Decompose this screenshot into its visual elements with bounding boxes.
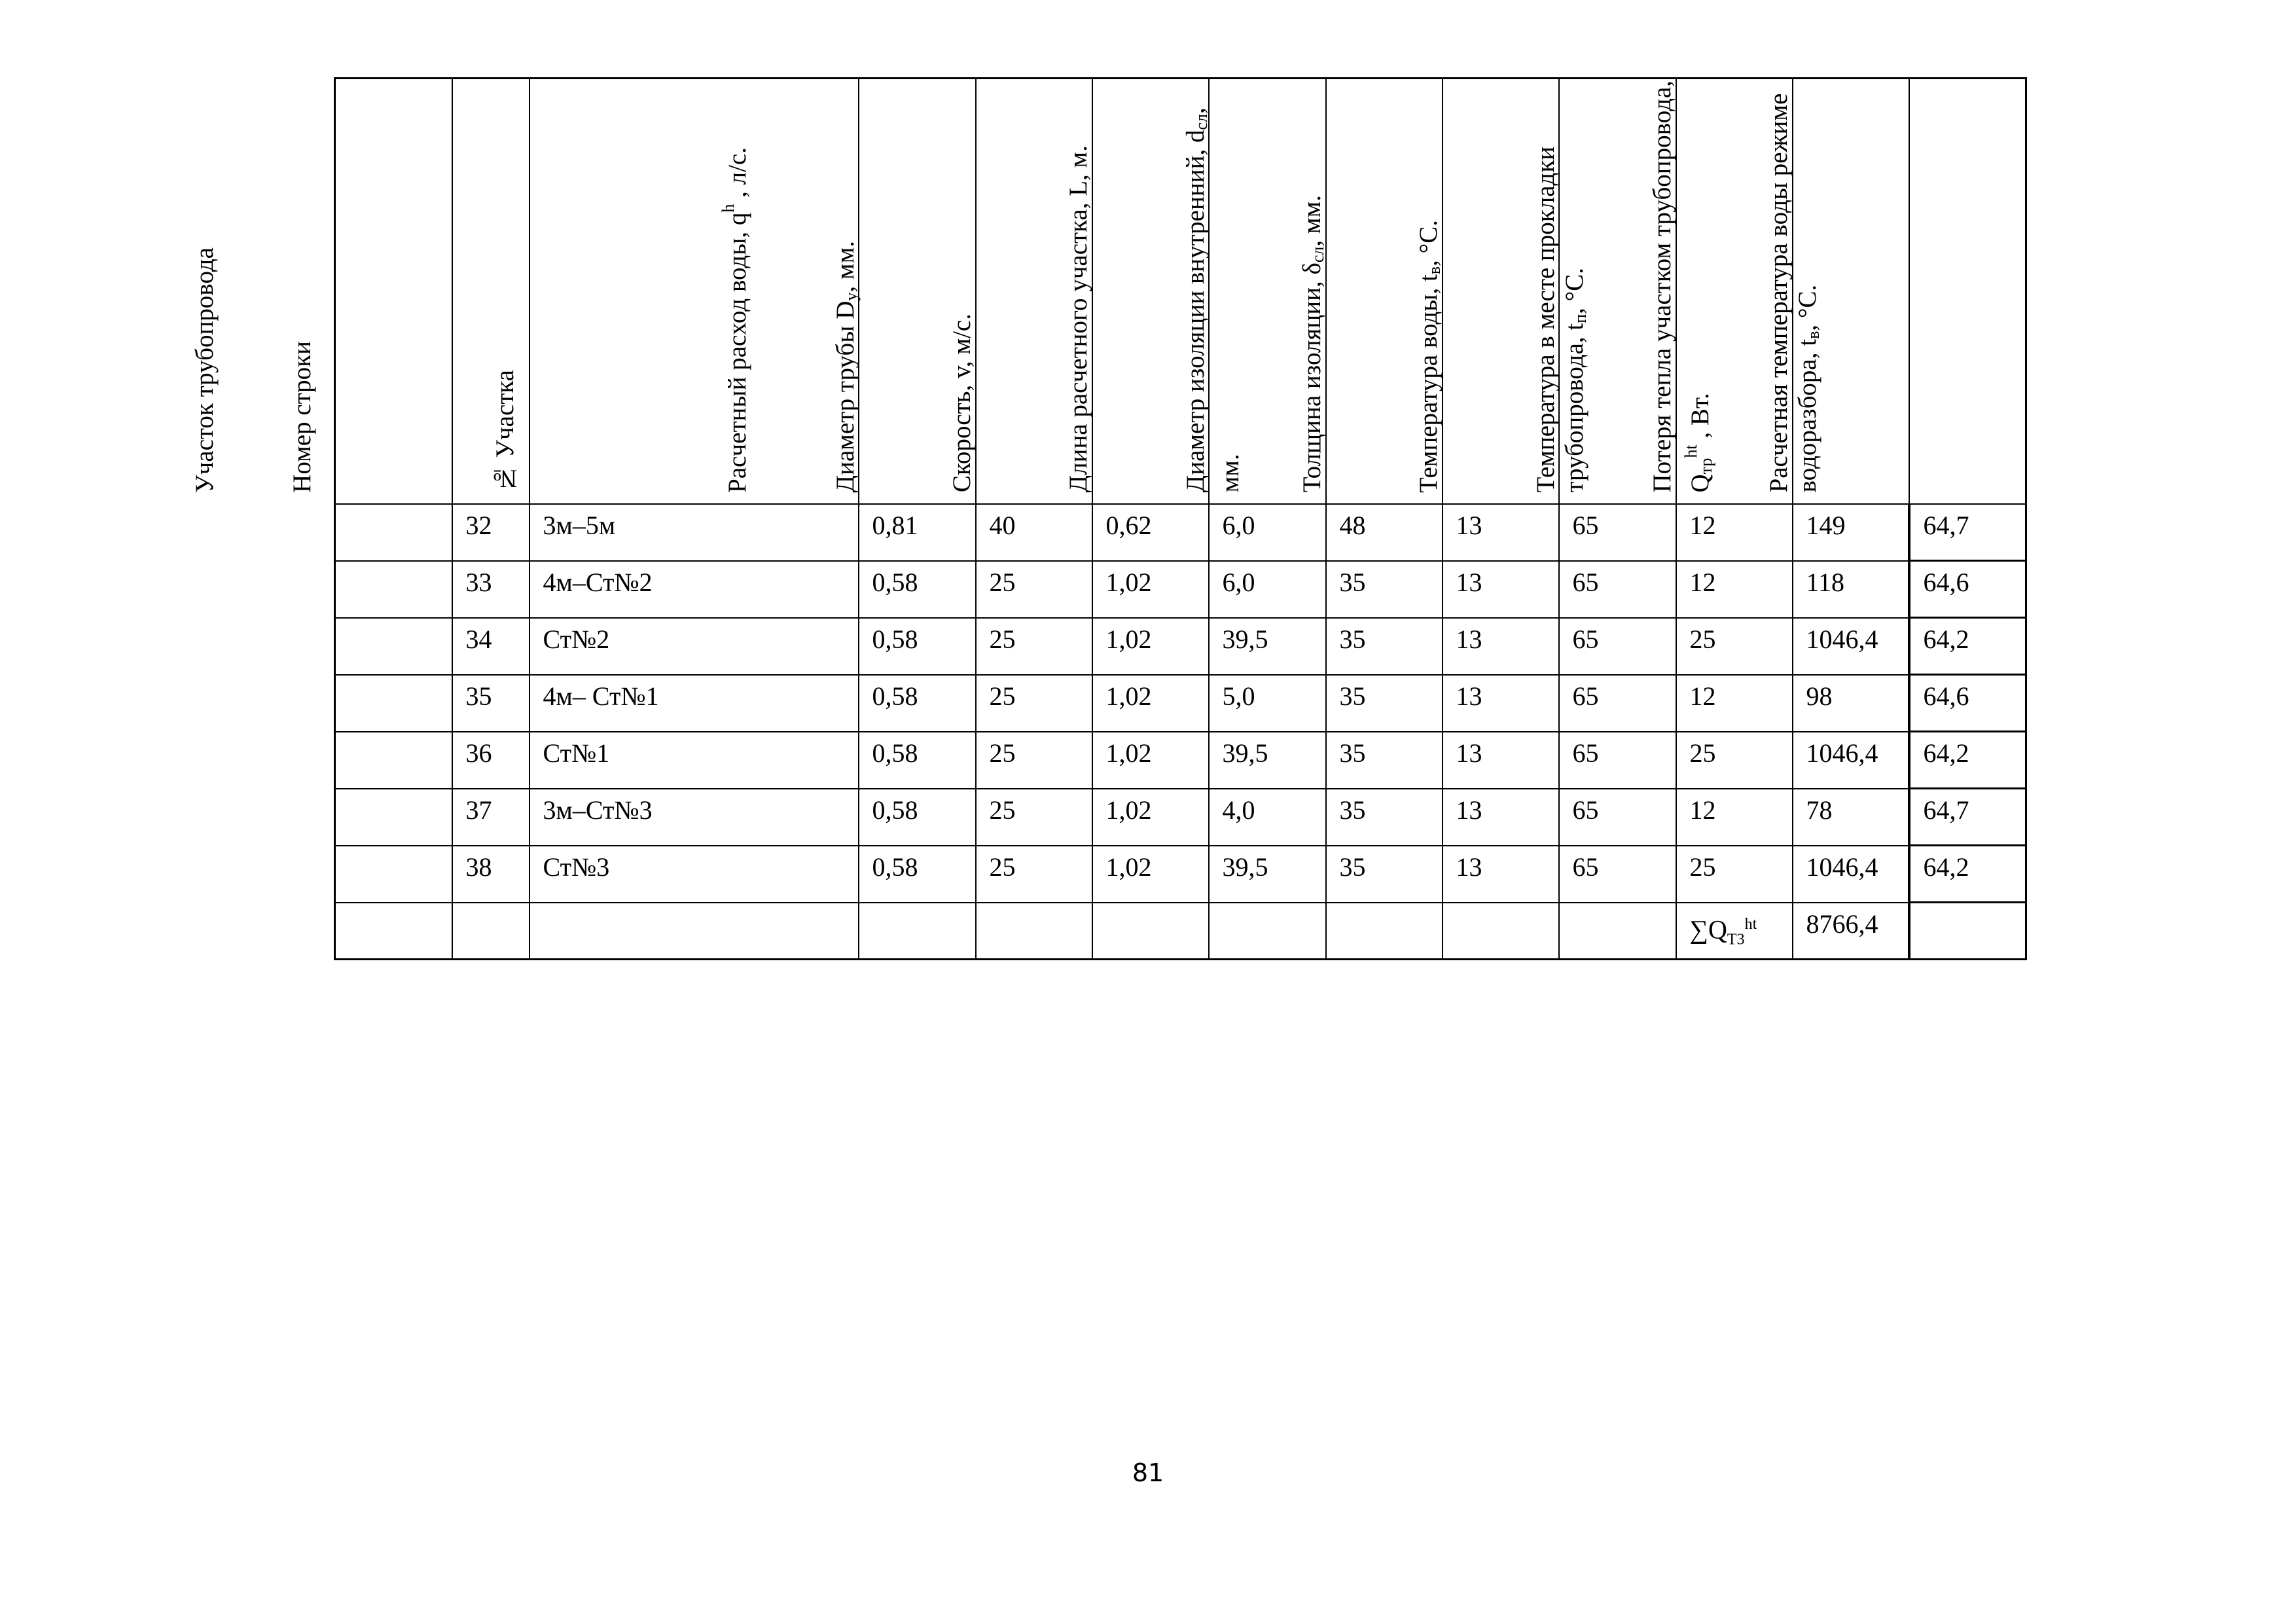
cell-insulation-diameter: 35 (1326, 618, 1443, 675)
table-row (335, 789, 2026, 846)
cell-line: 38 (452, 846, 529, 903)
cell-heat-loss: 78 (1793, 789, 1909, 846)
cell-insulation-diameter: 35 (1326, 675, 1443, 732)
cell-segment: 3м–5м (529, 504, 859, 561)
cell-insulation-thickness: 13 (1443, 732, 1559, 789)
cell-insulation-thickness: 13 (1443, 675, 1559, 732)
cell-diameter: 25 (976, 675, 1092, 732)
cell-water-temp: 65 (1559, 618, 1676, 675)
cell-segment: Ст№3 (529, 846, 859, 903)
cell-water-temp: 65 (1559, 846, 1676, 903)
cell-segment: 3м–Ст№3 (529, 789, 859, 846)
cell-flow: 0,58 (859, 561, 976, 618)
cell-length: 6,0 (1209, 561, 1326, 618)
table-row (335, 732, 2026, 789)
cell-empty (976, 903, 1092, 960)
header-row (335, 79, 2026, 504)
cell-draw-temp: 64,6 (1909, 675, 2026, 732)
col-header-laying-temp: Температура в месте прокладки трубопровода, $t_п$, °С. (1676, 79, 1793, 504)
col-header-heat-loss: Потеря тепла участком трубопровода, $Q_{тр}^{ht}$ , Вт. (1793, 79, 1909, 504)
cell-empty (1209, 903, 1326, 960)
col-header-draw-temp: Расчетная температура воды режиме водоразбора, $t_в$, °С. (1909, 79, 2026, 504)
cell-laying-temp: 25 (1676, 732, 1793, 789)
heat-loss-table (190, 77, 2027, 960)
table-row (335, 675, 2026, 732)
cell-length: 6,0 (1209, 504, 1326, 561)
table-row (335, 561, 2026, 618)
cell-draw-temp: 64,6 (1909, 561, 2026, 618)
cell-laying-temp: 25 (1676, 618, 1793, 675)
cell-water-temp: 65 (1559, 504, 1676, 561)
cell-heat-loss: 1046,4 (1793, 846, 1909, 903)
col-header-insulation-thickness: Толщина изоляции, $\delta_{сл}$, мм. (1443, 79, 1559, 504)
cell-draw-temp: 64,7 (1909, 504, 2026, 561)
cell-velocity: 1,02 (1092, 732, 1209, 789)
cell-line: 33 (452, 561, 529, 618)
cell-velocity: 1,02 (1092, 846, 1209, 903)
cell-section (335, 846, 452, 903)
cell-insulation-diameter: 35 (1326, 846, 1443, 903)
total-label: $\sum Q_{Т3}^{ht}$ (1676, 903, 1793, 960)
cell-flow: 0,58 (859, 846, 976, 903)
cell-empty (1092, 903, 1209, 960)
cell-line: 34 (452, 618, 529, 675)
cell-draw-temp: 64,7 (1909, 789, 2026, 846)
cell-insulation-thickness: 13 (1443, 618, 1559, 675)
cell-empty (1559, 903, 1676, 960)
cell-laying-temp: 12 (1676, 789, 1793, 846)
cell-segment: 4м–Ст№2 (529, 561, 859, 618)
cell-insulation-thickness: 13 (1443, 561, 1559, 618)
cell-insulation-thickness: 13 (1443, 846, 1559, 903)
table-row (335, 618, 2026, 675)
cell-flow: 0,81 (859, 504, 976, 561)
cell-velocity: 1,02 (1092, 618, 1209, 675)
cell-diameter: 25 (976, 561, 1092, 618)
cell-insulation-diameter: 48 (1326, 504, 1443, 561)
col-header-length: Длина расчетного участка, L, м. (1209, 79, 1326, 504)
cell-draw-temp: 64,2 (1909, 732, 2026, 789)
cell-section (335, 732, 452, 789)
col-header-insulation-diameter: Диаметр изоляции внутренний, $d_{сл}$, мм. (1326, 79, 1443, 504)
cell-section (335, 618, 452, 675)
cell-flow: 0,58 (859, 732, 976, 789)
page-number: 81 (1132, 1458, 1164, 1487)
cell-velocity: 1,02 (1092, 561, 1209, 618)
cell-section (335, 675, 452, 732)
col-header-diameter: Диаметр трубы $D_у$, мм. (976, 79, 1092, 504)
cell-laying-temp: 12 (1676, 561, 1793, 618)
cell-draw-temp: 64,2 (1909, 618, 2026, 675)
cell-empty (1326, 903, 1443, 960)
cell-length: 39,5 (1209, 732, 1326, 789)
cell-water-temp: 65 (1559, 561, 1676, 618)
cell-length: 39,5 (1209, 846, 1326, 903)
cell-insulation-diameter: 35 (1326, 732, 1443, 789)
col-header-flow: Расчетный расход воды, $q^h$ , л/с. (859, 79, 976, 504)
cell-laying-temp: 12 (1676, 504, 1793, 561)
cell-water-temp: 65 (1559, 675, 1676, 732)
cell-insulation-thickness: 13 (1443, 789, 1559, 846)
cell-water-temp: 65 (1559, 732, 1676, 789)
table-row (335, 846, 2026, 903)
cell-flow: 0,58 (859, 618, 976, 675)
cell-section (335, 504, 452, 561)
cell-velocity: 1,02 (1092, 789, 1209, 846)
table-row (335, 504, 2026, 561)
cell-heat-loss: 118 (1793, 561, 1909, 618)
cell-empty (1909, 903, 2026, 960)
cell-section (335, 789, 452, 846)
cell-water-temp: 65 (1559, 789, 1676, 846)
cell-laying-temp: 25 (1676, 846, 1793, 903)
table-body (335, 504, 2026, 960)
cell-flow: 0,58 (859, 675, 976, 732)
cell-line: 36 (452, 732, 529, 789)
cell-segment: Ст№1 (529, 732, 859, 789)
col-header-water-temp: Температура воды, $t_в$, °С. (1559, 79, 1676, 504)
cell-segment: 4м– Ст№1 (529, 675, 859, 732)
total-row (335, 903, 2026, 960)
col-header-velocity: Скорость, v, м/с. (1092, 79, 1209, 504)
cell-diameter: 25 (976, 732, 1092, 789)
cell-heat-loss: 1046,4 (1793, 618, 1909, 675)
cell-heat-loss: 98 (1793, 675, 1909, 732)
cell-length: 5,0 (1209, 675, 1326, 732)
cell-insulation-diameter: 35 (1326, 561, 1443, 618)
cell-line: 35 (452, 675, 529, 732)
cell-velocity: 0,62 (1092, 504, 1209, 561)
cell-line: 37 (452, 789, 529, 846)
cell-diameter: 25 (976, 618, 1092, 675)
cell-empty (452, 903, 529, 960)
cell-section (335, 561, 452, 618)
cell-diameter: 25 (976, 846, 1092, 903)
cell-draw-temp: 64,2 (1909, 846, 2026, 903)
total-heat-loss: 8766,4 (1793, 903, 1909, 960)
cell-diameter: 40 (976, 504, 1092, 561)
cell-segment: Ст№2 (529, 618, 859, 675)
col-header-segment-no: № Участка (529, 79, 859, 504)
cell-empty (859, 903, 976, 960)
col-header-section: Участок трубопровода (335, 79, 452, 504)
cell-velocity: 1,02 (1092, 675, 1209, 732)
cell-length: 39,5 (1209, 618, 1326, 675)
cell-empty (529, 903, 859, 960)
cell-empty (335, 903, 452, 960)
cell-laying-temp: 12 (1676, 675, 1793, 732)
cell-line: 32 (452, 504, 529, 561)
cell-empty (1443, 903, 1559, 960)
cell-insulation-diameter: 35 (1326, 789, 1443, 846)
cell-heat-loss: 1046,4 (1793, 732, 1909, 789)
cell-heat-loss: 149 (1793, 504, 1909, 561)
cell-diameter: 25 (976, 789, 1092, 846)
col-header-line-no: Номер строки (452, 79, 529, 504)
cell-flow: 0,58 (859, 789, 976, 846)
cell-insulation-thickness: 13 (1443, 504, 1559, 561)
cell-length: 4,0 (1209, 789, 1326, 846)
